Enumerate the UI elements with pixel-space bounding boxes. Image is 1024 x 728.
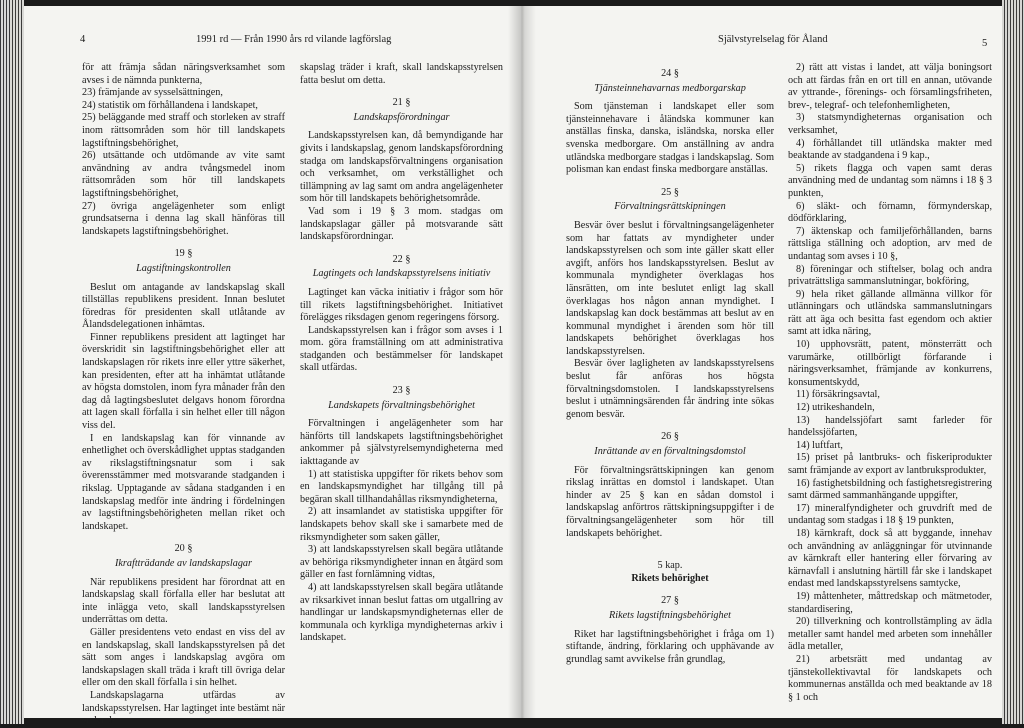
paragraph: 9) hela riket gällande allmänna villkor för utlänningars och utländska sammanslutningars rätt att äga och besitta fast egendom och aktier samt att idka näring, [788,288,992,338]
section-number: 22 § [392,253,411,265]
paragraph: Finner republikens president att lagtinget har överskridit sin lagstiftningsbehörighet eller att landskapslagen rör rikets inre eller yttre säkerhet, kan presidenten, efter att ha inhämtat utlåtande av högsta domstolen, inom fyra månader från den dag då lagtingsbeslutet delgavs honom förordna att lagen skall förfalla i sin helhet eller till någon viss del. [82,331,285,432]
paragraph: 24) statistik om förhållandena i landskapet, [82,99,258,111]
page-number-left: 4 [80,34,86,45]
section-number: 26 § [661,431,679,443]
paragraph: 26) utsättande och utdömande av vite samt användning av andra tvångsmedel inom rättsområden som hör till landskapets lagstiftningsbehörighet, [82,150,285,199]
left-column-2 [300,62,503,645]
section-number: 23 § [392,385,411,397]
paragraph: 11) försäkringsavtal, [796,389,880,401]
paragraph: 18) kärnkraft, dock så att byggande, innehav och användning av anläggningar för utvinnande av kärnkraft eller hantering eller förvaring av kärnavfall i anslutning härtill får ske i landskapet endast med landskapsstyrelsens samtycke, [788,527,992,590]
paragraph: 6) släkt- och förnamn, förmynderskap, dödförklaring, [788,200,992,225]
paragraph: 16) fastighetsbildning och fastighetsregistrering samt därmed sammanhängande uppgifter, [788,477,992,502]
paragraph: 14) luftfart, [796,439,843,451]
running-header-right: Självstyrelselag för Åland [718,34,828,45]
paragraph: 4) förhållandet till utländska makter med beaktande av stadgandena i 9 kap., [788,137,992,162]
paragraph: 4) att landskapsstyrelsen skall begära utlåtande av riksarkivet innan beslut fattas om utgallring av handlingar ur landskapsmyndigheternas eller de kommunala och kyrkliga myndigheternas arkiv i landskapet. [300,581,503,644]
paragraph: Som tjänsteman i landskapet eller som tjänsteinnehavare i åländska kommuner kan anställas finska, danska, isländska, norska eller svenska medborgare. Om anställning av andra utländska medborgare stadgas i landskapslag. Som polisman kan endast finska medborgare anställas. [566,101,774,176]
section-title: Inrättande av en förvaltningsdomstol [594,446,746,458]
paragraph: 21) arbetsrätt med undantag av tjänstekollektivavtal för landskapets och kommunernas anställda och med beaktande av 18 § 1 och [788,653,992,703]
right-column-1 [566,62,774,666]
section-number: 20 § [174,543,193,555]
section-title: Landskapsförordningar [353,111,450,123]
chapter-title: Rikets behörighet [631,572,709,584]
paragraph: 20) tillverkning och kontrollstämpling av ädla metaller samt handel med arbeten som innehåller ädla metaller, [788,616,992,653]
paragraph: 27) övriga angelägenheter som enligt grundsatserna i denna lag skall hänföras till landskapets lagstiftningsbehörighet. [82,200,285,237]
section-title: Lagstiftningskontrollen [136,262,231,274]
book-edge-right [1002,0,1024,724]
paragraph: 13) handelssjöfart samt farleder för handelssjöfarten, [788,414,992,439]
section-number: 25 § [661,186,679,198]
section-title: Lagtingets och landskapsstyrelsens initiativ [312,268,491,280]
section-number: 19 § [174,248,193,260]
paragraph: Förvaltningen i angelägenheter som har hänförts till landskapets lagstiftningsbehörighet ankommer på självstyrelsemyndigheterna med iakttagande av [300,418,503,468]
paragraph: Landskapsstyrelsen kan, då bemyndigande har givits i landskapslag, genom landskapsförordning stadga om landskapsförvaltningens organisation och verksamhet, om verkställighet och tillämpning av lag samt om andra angelägenheter som hör till landskapets behörighetsområde. [300,130,503,205]
paragraph: 25) beläggande med straff och storleken av straff inom rättsområden som hör till landskapets lagstiftningsbehörighet, [82,112,285,149]
paragraph: Besvär över lagligheten av landskapsstyrelsens beslut får anföras hos högsta förvaltningsdomstolen. I landskapsstyrelsens beslut i utnämningsärenden får ändring inte sökas genom besvär. [566,358,774,420]
paragraph: Vad som i 19 § 3 mom. stadgas om landskapslagar gäller på motsvarande sätt landskapsförordningar. [300,205,503,243]
section-number: 21 § [392,97,411,109]
paragraph: skapslag träder i kraft, skall landskapsstyrelsen fatta beslut om detta. [300,62,503,86]
paragraph: 19) måttenheter, måttredskap och mätmetoder, standardisering, [788,590,992,615]
right-page [522,6,1002,718]
paragraph: 12) utrikeshandeln, [796,402,875,414]
paragraph: För förvaltningsrättskipningen kan genom rikslag inrättas en domstol i landskapet. Utan hinder av 25 § kan en sådan domstol i landskapslag anförtros rättskipningsuppgifter i de förvaltningsangelägenheter som hör till landskapets behörighet. [566,464,774,539]
paragraph: 2) rätt att vistas i landet, att välja boningsort och att färdas från en ort till en annan, utövande av yttrande-, förenings- och församlingsfriheten, brev-, telegraf- och telefonhemligheten, [788,62,992,111]
section-title: Rikets lagstiftningsbehörighet [609,609,731,621]
running-header-left: 1991 rd — Från 1990 års rd vilande lagförslag [196,34,392,45]
section-title: Ikraftträdande av landskapslagar [115,557,252,569]
paragraph: 17) mineralfyndigheter och gruvdrift med de undantag som stadgas i 18 § 19 punkten, [788,502,992,527]
section-number: 24 § [661,68,679,79]
paragraph: 3) statsmyndigheternas organisation och verksamhet, [788,112,992,136]
book-gutter [508,6,536,718]
book-edge-left [0,0,24,724]
section-title: Landskapets förvaltningsbehörighet [328,399,475,411]
paragraph: 3) att landskapsstyrelsen skall begära utlåtande av behöriga riksmyndigheter innan en åtgärd som gäller en fast fornlämning vidtas, [300,544,503,581]
paragraph: 5) rikets flagga och vapen samt deras användning med de undantag som nämns i 18 § 3 punkten, [788,162,992,199]
section-title: Förvaltningsrättskipningen [614,201,726,213]
paragraph: Lagtinget kan väcka initiativ i frågor som hör till rikets lagstiftningsbehörighet. Initiativet förelägges riksdagen genom regeringens försorg. [300,286,503,324]
left-column-1 [82,62,285,728]
paragraph: När republikens president har förordnat att en landskapslag skall förfalla eller har beslutat att inte inlägga veto, skall landskapsstyrelsen underrättas om detta. [82,576,285,626]
section-number: 27 § [661,595,679,607]
paragraph: för att främja sådan näringsverksamhet som avses i de nämnda punkterna, [82,62,285,86]
paragraph: Landskapsstyrelsen kan i frågor som avses i 1 mom. göra framställning om att administrativa stadganden och bestämmelser för landskapet skall utfärdas. [300,324,503,374]
paragraph: I en landskapslag kan för vinnande av enhetlighet och överskådlighet upptas stadganden av rikslagstiftningsnatur som i sak överensstämmer med motsvarande stadganden i rikslag. Upptagande av sådana stadganden i en landskapslag medför inte ändring i fördelningen av lagstiftningsbehörigheten mellan riket och landskapet. [82,432,285,532]
paragraph: 15) priset på lantbruks- och fiskeriprodukter samt främjande av export av lantbruksprodukter, [788,452,992,476]
paragraph: 8) föreningar och stiftelser, bolag och andra privaträttsliga sammanslutningar, bokföring, [788,263,992,288]
paragraph: 1) att statistiska uppgifter för rikets behov som en landskapsmyndighet har tillgång till på begäran skall tillhandahållas riksmyndigheterna, [300,468,503,505]
paragraph: 7) äktenskap och familjeförhållanden, barns rättsliga ställning och adoption, arv med de undantag som avses i 10 §, [788,225,992,262]
paragraph: Beslut om antagande av landskapslag skall tillställas republikens president. Innan beslutet föredras för presidenten skall utlåtande av Ålandsdelegationen inhämtas. [82,281,285,331]
paragraph: 2) att insamlandet av statistiska uppgifter för landskapets behov skall ske i samarbete med de riksmyndigheter som saken gäller, [300,506,503,543]
left-page [24,6,522,727]
chapter-number: 5 kap. [657,560,683,572]
paragraph: 23) främjande av sysselsättningen, [82,87,223,99]
paragraph: Riket har lagstiftningsbehörighet i fråga om 1) stiftande, ändring, förklaring och upphävande av grundlag samt avvikelse från grundlag, [566,628,774,665]
section-title: Tjänsteinnehavarnas medborgarskap [594,82,746,94]
paragraph: 10) upphovsrätt, patent, mönsterrätt och varumärke, otillbörligt förfarande i näringsverksamhet, främjande av konkurrens, konsumentskydd, [788,339,992,388]
paragraph: Landskapslagarna utfärdas av landskapsstyrelsen. Har lagtinget inte bestämt när en land- [82,689,285,727]
paragraph: Besvär över beslut i förvaltningsangelägenheter som har fattats av myndigheter under landskapsstyrelsen och som inte gäller skatt eller avgift, anförs hos landskapsstyrelsen. Beslut av kommunala myndigheter överklagas hos länsrätten, om inte beslutet enligt lag skall överklagas hos någon annan myndighet. I landskapslag kan dock bestämmas att beslut av en kommunal myndighet i ärenden som hör till landskapets behörighet överklagas hos landskapsstyrelsen. [566,219,774,357]
right-column-2 [788,62,992,704]
paragraph: Gäller presidentens veto endast en viss del av en landskapslag, skall landskapsstyrelsen på det sätt som anges i landskapslag avgöra om landskapslagen skall träda i kraft till övriga delar eller om den skall förfalla i sin helhet. [82,626,285,689]
page-number-right: 5 [982,38,988,49]
